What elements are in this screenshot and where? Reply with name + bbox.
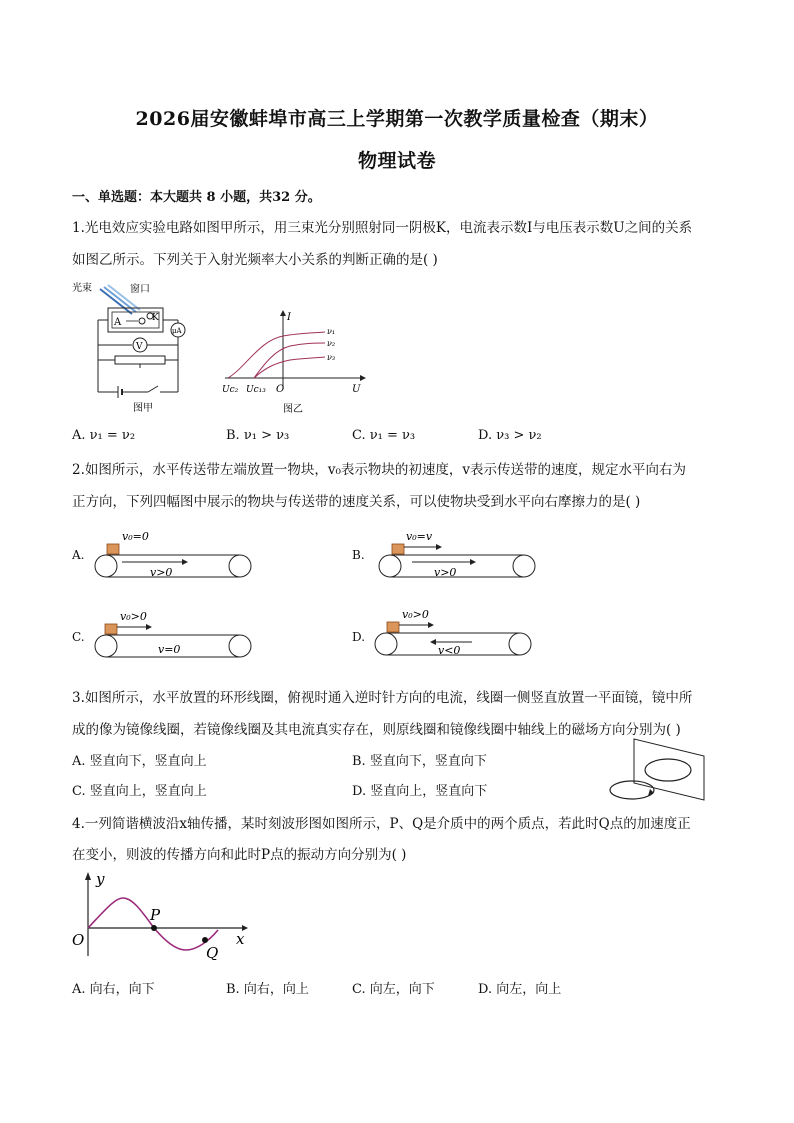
uc2-label: Uc₂	[222, 385, 239, 395]
wave-x-label: x	[236, 930, 245, 948]
q3-mirror-coil-figure	[604, 734, 714, 806]
q1-option-b[interactable]: B. ν₁ > ν₃	[226, 428, 290, 443]
label-cathode: K	[152, 313, 159, 323]
q2-a-v0: v₀=0	[122, 530, 149, 543]
q2-stem-line2: 正方向，下列四幅图中展示的物块与传送带的速度关系，可以使物块受到水平向右摩擦力的是( )	[72, 494, 641, 510]
q2-option-b[interactable]: B.	[352, 548, 365, 562]
q2-b-v0: v₀=v	[406, 530, 433, 543]
q3-option-a[interactable]: A. 竖直向下，竖直向上	[72, 754, 207, 769]
q4-option-d[interactable]: D. 向左，向上	[478, 982, 562, 997]
axis-U-label: U	[352, 384, 361, 395]
wave-origin-label: O	[72, 931, 85, 949]
q1-fig-left-caption: 图甲	[133, 403, 153, 414]
q3-option-d[interactable]: D. 竖直向上，竖直向下	[352, 784, 488, 799]
axis-I-label: I	[287, 312, 291, 323]
q2-c-v0: v₀>0	[120, 610, 147, 623]
wave-Q-label: Q	[206, 944, 219, 960]
q2-conveyor-d	[372, 604, 542, 660]
wave-y-label: y	[96, 870, 105, 888]
q4-option-b[interactable]: B. 向右，向上	[226, 982, 309, 997]
q1-stem-line2: 如图乙所示。下列关于入射光频率大小关系的判断正确的是( )	[72, 252, 438, 268]
origin-label: O	[276, 384, 285, 395]
q3-stem-line1: 3.如图所示，水平放置的环形线圈，俯视时通入逆时针方向的电流，线圈一侧竖直放置一平面镜，镜中所	[72, 690, 693, 706]
curve-v3-label: ν₃	[327, 353, 336, 362]
label-microammeter: μA	[172, 327, 182, 335]
q2-option-a[interactable]: A.	[72, 548, 85, 562]
exam-title: 2026届安徽蚌埠市高三上学期第一次教学质量检查（期末）	[135, 108, 659, 130]
q1-option-a[interactable]: A. ν₁ = ν₂	[72, 428, 136, 443]
q2-option-c[interactable]: C.	[72, 630, 85, 644]
q4-wave-figure	[70, 868, 255, 960]
label-anode: A	[114, 317, 122, 328]
label-voltmeter: V	[136, 342, 143, 352]
q2-option-d[interactable]: D.	[352, 630, 366, 644]
q4-stem-line2: 在变小，则波的传播方向和此时P点的振动方向分别为( )	[72, 847, 407, 863]
q2-d-v: v<0	[438, 644, 461, 657]
q4-stem-line1: 4.一列简谐横波沿x轴传播，某时刻波形图如图所示，P、Q是介质中的两个质点，若此时Q点的加速度正	[72, 816, 691, 832]
q1-fig-right-caption: 图乙	[283, 404, 303, 415]
q3-stem-line2: 成的像为镜像线圈，若镜像线圈及其电流真实存在，则原线圈和镜像线圈中轴线上的磁场方向分别为( )	[72, 722, 681, 738]
q2-conveyor-c	[92, 606, 262, 662]
q1-circuit-figure	[70, 280, 195, 415]
q2-a-v: v>0	[150, 566, 173, 579]
q1-option-d[interactable]: D. ν₃ > ν₂	[478, 428, 542, 443]
label-light-beam: 光束	[72, 283, 92, 294]
q2-conveyor-b	[372, 526, 542, 582]
curve-v2-label: ν₂	[327, 339, 336, 348]
q4-option-c[interactable]: C. 向左，向下	[352, 982, 435, 997]
q1-option-c[interactable]: C. ν₁ = ν₃	[352, 428, 416, 443]
q1-iu-graph	[220, 308, 370, 415]
uc13-label: Uc₁₃	[246, 385, 266, 395]
curve-v1-label: ν₁	[327, 327, 336, 336]
wave-P-label: P	[150, 906, 161, 924]
q3-option-b[interactable]: B. 竖直向下，竖直向下	[352, 754, 487, 769]
q2-conveyor-a	[92, 526, 262, 582]
q1-stem-line1: 1.光电效应实验电路如图甲所示，用三束光分别照射同一阴极K，电流表示数I与电压表示数U之间的关系	[72, 220, 693, 236]
q2-stem-line1: 2.如图所示，水平传送带左端放置一物块，v₀表示物块的初速度，v表示传送带的速度，规定水平向右为	[72, 462, 687, 478]
q3-option-c[interactable]: C. 竖直向上，竖直向上	[72, 784, 207, 799]
q2-d-v0: v₀>0	[402, 608, 429, 621]
exam-subtitle: 物理试卷	[357, 150, 436, 172]
label-window: 窗口	[130, 284, 150, 295]
section-heading: 一、单选题：本大题共 8 小题，共32 分。	[72, 190, 321, 205]
q2-c-v: v=0	[158, 643, 181, 656]
q2-b-v: v>0	[434, 566, 457, 579]
q4-option-a[interactable]: A. 向右，向下	[72, 982, 155, 997]
